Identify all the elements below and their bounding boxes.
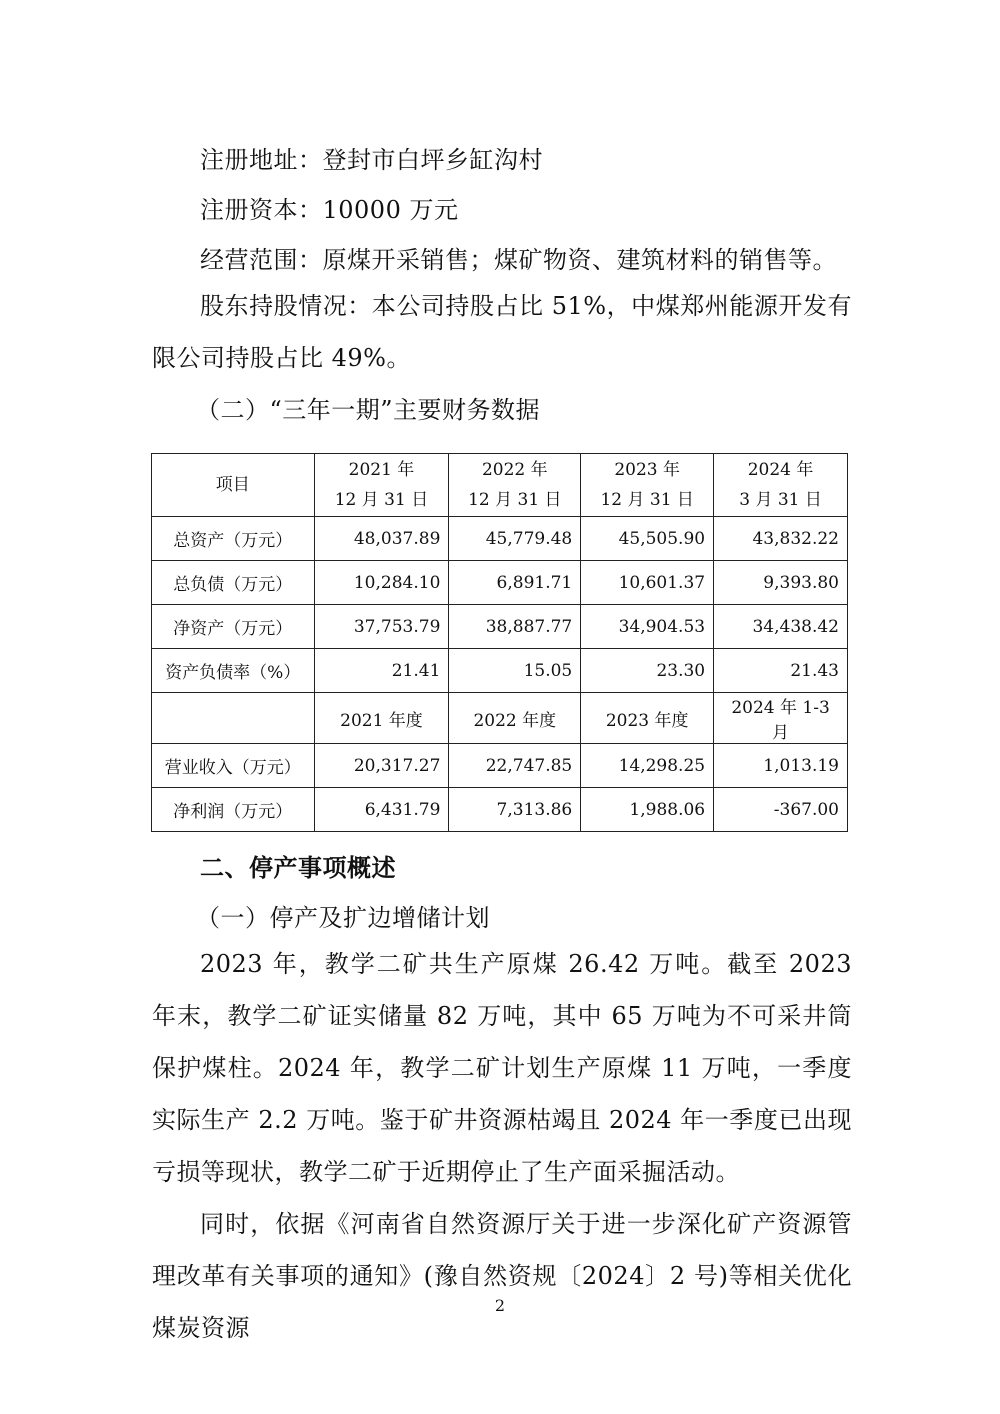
table-row: [152, 517, 848, 561]
table-cell: 48,037.89: [314, 517, 449, 561]
financial-table: [151, 453, 848, 832]
period-header: 2024 年 3 月 31 日: [714, 454, 848, 517]
table-cell: 21.43: [714, 649, 848, 693]
table-cell: 7,313.86: [449, 788, 581, 832]
table-cell: 1,988.06: [581, 788, 714, 832]
table-cell: 37,753.79: [314, 605, 449, 649]
table-row: [152, 649, 848, 693]
subsection-1-heading: （一）停产及扩边增储计划: [196, 904, 490, 932]
row-label: 总资产（万元）: [152, 517, 315, 561]
section-2-heading: 二、停产事项概述: [200, 854, 396, 882]
table-header-row: [152, 454, 848, 517]
table-row: [152, 788, 848, 832]
business-scope: 经营范围：原煤开采销售；煤矿物资、建筑材料的销售等。: [200, 246, 837, 274]
table-cell: 1,013.19: [714, 744, 848, 788]
table-cell: 9,393.80: [714, 561, 848, 605]
registered-capital: 注册资本：10000 万元: [200, 196, 459, 224]
annual-header: 2024 年 1-3 月: [714, 693, 848, 744]
table-cell: 22,747.85: [449, 744, 581, 788]
table-cell: 20,317.27: [314, 744, 449, 788]
row-label: 资产负债率（%）: [152, 649, 315, 693]
table-cell: 21.41: [314, 649, 449, 693]
table-cell: 14,298.25: [581, 744, 714, 788]
table-row: [152, 744, 848, 788]
row-label: 总负债（万元）: [152, 561, 315, 605]
table-row: [152, 561, 848, 605]
table-cell: 34,904.53: [581, 605, 714, 649]
row-label: 净资产（万元）: [152, 605, 315, 649]
annual-header-row: [152, 693, 848, 744]
table-cell: 23.30: [581, 649, 714, 693]
registered-address: 注册地址：登封市白坪乡缸沟村: [200, 146, 543, 174]
table-cell: 45,505.90: [581, 517, 714, 561]
table-cell: 45,779.48: [449, 517, 581, 561]
period-header: 2022 年 12 月 31 日: [449, 454, 581, 517]
table-row: [152, 605, 848, 649]
row-label: 营业收入（万元）: [152, 744, 315, 788]
annual-header: 2021 年度: [314, 693, 449, 744]
period-header: 2023 年 12 月 31 日: [581, 454, 714, 517]
annual-header: 2022 年度: [449, 693, 581, 744]
table-cell: -367.00: [714, 788, 848, 832]
shareholding: 股东持股情况：本公司持股占比 51%，中煤郑州能源开发有限公司持股占比 49%。: [152, 292, 852, 372]
period-header: 2021 年 12 月 31 日: [314, 454, 449, 517]
paragraph-1: 2023 年，教学二矿共生产原煤 26.42 万吨。截至 2023 年末，教学二矿证实储量 82 万吨，其中 65 万吨为不可采井筒保护煤柱。2024 年，教学二矿计划生产原煤 11 万吨，一季度实际生产 2.2 万吨。鉴于矿井资源枯竭且 2024 年一季度已出现亏损等现状，教学二矿于近期停止了生产面采掘活动。: [152, 950, 852, 1186]
table-cell: 6,431.79: [314, 788, 449, 832]
page-number: 2: [494, 1296, 506, 1315]
table-cell: 15.05: [449, 649, 581, 693]
empty-cell: [152, 693, 315, 744]
financial-section-title: （二）“三年一期”主要财务数据: [196, 396, 541, 424]
table-cell: 38,887.77: [449, 605, 581, 649]
table-cell: 43,832.22: [714, 517, 848, 561]
table-cell: 6,891.71: [449, 561, 581, 605]
annual-header: 2023 年度: [581, 693, 714, 744]
table-cell: 34,438.42: [714, 605, 848, 649]
table-cell: 10,284.10: [314, 561, 449, 605]
paragraph-2: 同时，依据《河南省自然资源厅关于进一步深化矿产资源管理改革有关事项的通知》(豫自然资规〔2024〕2 号)等相关优化煤炭资源: [152, 1210, 852, 1342]
item-header: 项目: [152, 454, 315, 517]
table-cell: 10,601.37: [581, 561, 714, 605]
row-label: 净利润（万元）: [152, 788, 315, 832]
